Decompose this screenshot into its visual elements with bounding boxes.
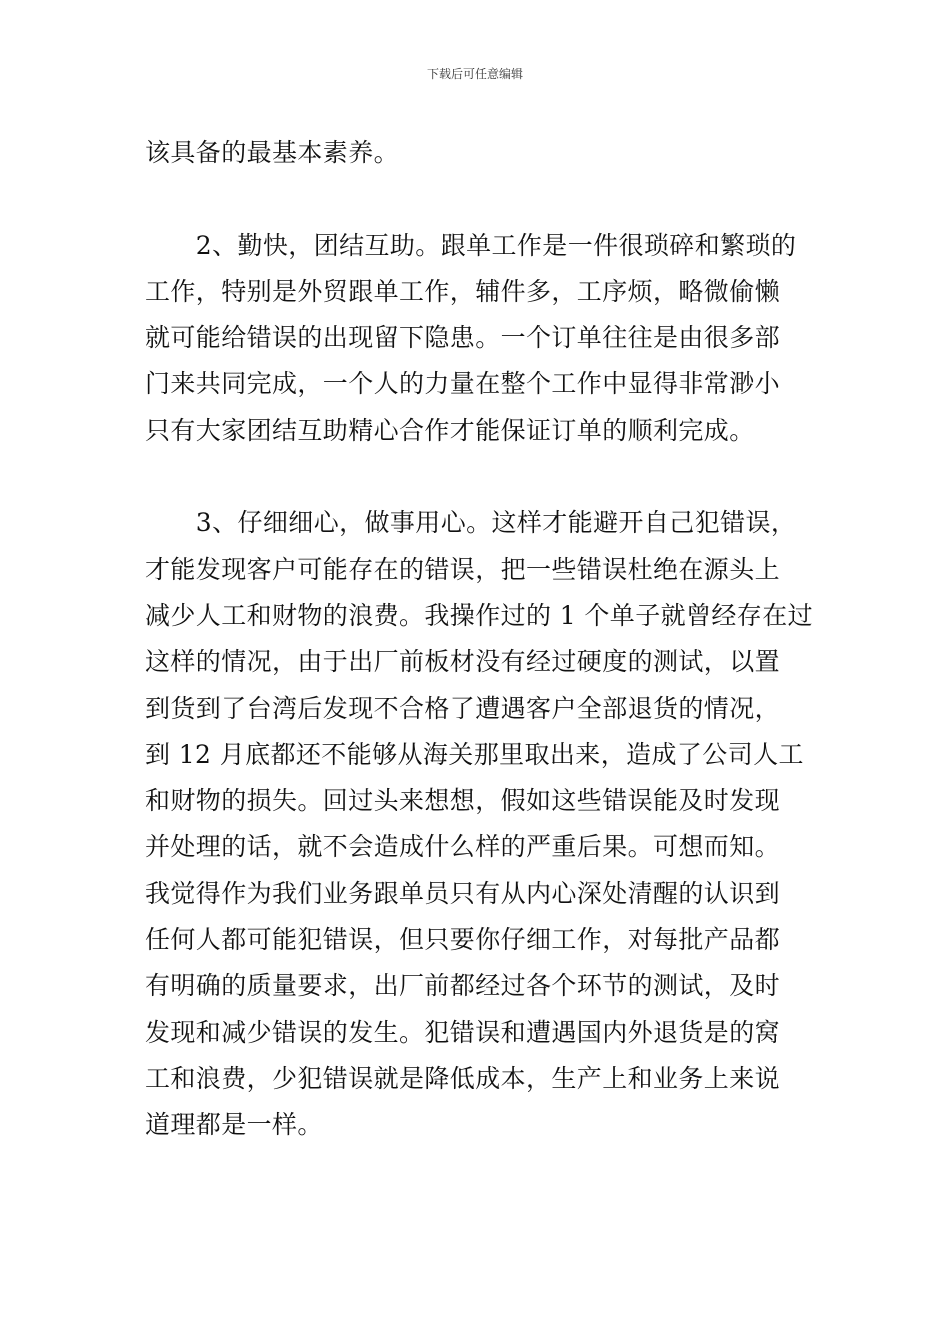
document-body	[145, 130, 814, 1149]
paragraph	[145, 223, 810, 454]
text-line: 到货到了台湾后发现不合格了遭遇客户全部退货的情况，	[145, 693, 781, 723]
text-line: 工和浪费，少犯错误就是降低成本，生产上和业务上来说	[145, 1063, 781, 1093]
paragraph-gap	[145, 176, 810, 222]
text-line: 和财物的损失。回过头来想想，假如这些错误能及时发现	[145, 786, 781, 816]
text-line: 门来共同完成，一个人的力量在整个工作中显得非常渺小	[145, 369, 781, 399]
paragraph-gap	[145, 454, 810, 500]
text-line: 任何人都可能犯错误，但只要你仔细工作，对每批产品都	[145, 925, 781, 955]
page-header: 下载后可任意编辑	[426, 67, 523, 81]
text-line: 有明确的质量要求，出厂前都经过各个环节的测试，及时	[145, 971, 781, 1001]
text-line: 减少人工和财物的浪费。我操作过的 1 个单子就曾经存在过	[145, 600, 814, 630]
paragraph	[145, 500, 814, 1148]
text-line: 工作，特别是外贸跟单工作，辅件多，工序烦，略微偷懒	[145, 276, 781, 306]
text-line: 这样的情况，由于出厂前板材没有经过硬度的测试，以置	[145, 647, 781, 677]
text-line: 3、仔细细心，做事用心。这样才能避开自己犯错误，	[145, 508, 797, 538]
text-line: 并处理的话，就不会造成什么样的严重后果。可想而知。	[145, 832, 781, 862]
text-line: 才能发现客户可能存在的错误，把一些错误杜绝在源头上	[145, 554, 781, 584]
text-line: 2、勤快，团结互助。跟单工作是一件很琐碎和繁琐的	[145, 230, 797, 260]
paragraph	[145, 130, 810, 176]
text-line: 该具备的最基本素养。	[145, 138, 400, 167]
text-line: 到 12 月底都还不能够从海关那里取出来，造成了公司人工	[145, 739, 804, 769]
text-line: 就可能给错误的出现留下隐患。一个订单往往是由很多部	[145, 323, 781, 353]
text-line: 我觉得作为我们业务跟单员只有从内心深处清醒的认识到	[145, 878, 781, 908]
text-line: 道理都是一样。	[145, 1110, 323, 1140]
text-line: 只有大家团结互助精心合作才能保证订单的顺利完成。	[145, 415, 755, 445]
text-line: 发现和减少错误的发生。犯错误和遭遇国内外退货是的窝	[145, 1017, 781, 1047]
